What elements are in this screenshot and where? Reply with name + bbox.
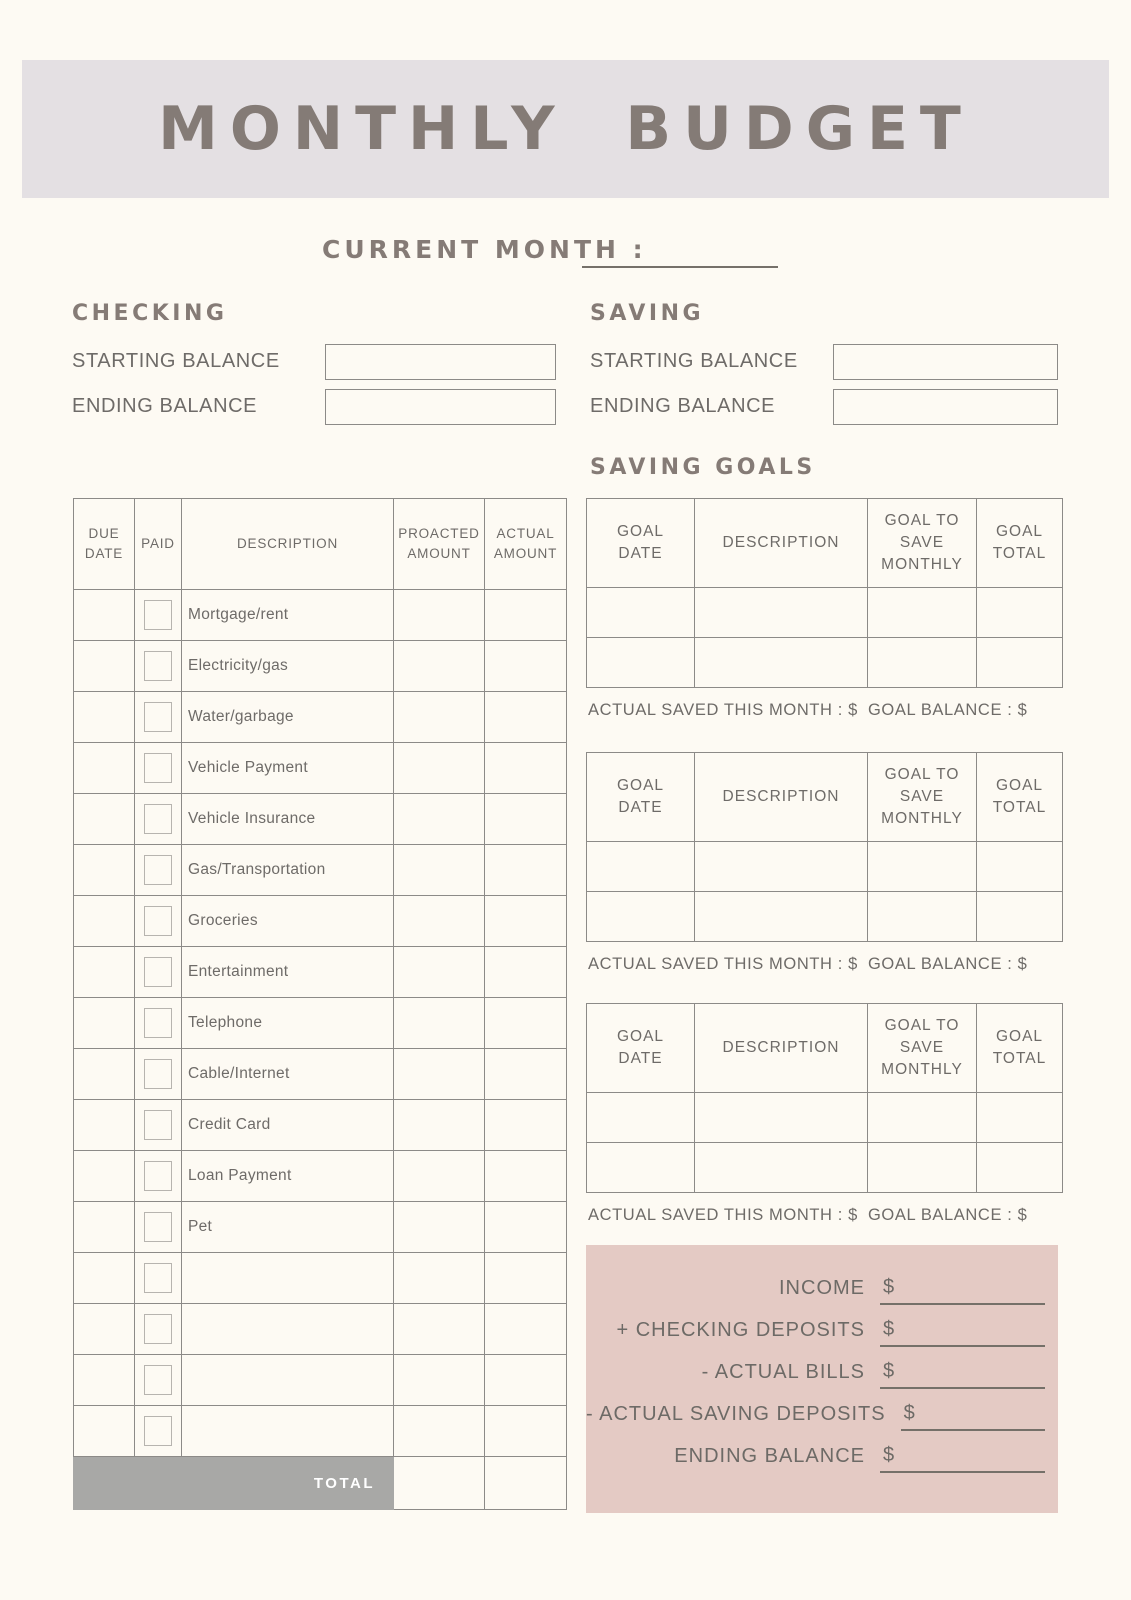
due-date-cell[interactable] [74,743,135,794]
currency-prefix: $ [903,1402,915,1424]
goal-col-header-goal-total [977,753,1063,842]
goal-balance-label: GOAL BALANCE : $ [868,701,1028,719]
proacted-amount-cell[interactable] [394,692,485,743]
saving-goal-table [586,498,1063,688]
goal-description-cell[interactable] [695,892,868,942]
goal-col-header-text: GOAL TO SAVE MONTHLY [881,1017,963,1078]
description-label: Groceries [182,896,394,947]
actual-amount-cell[interactable] [485,743,567,794]
due-date-cell[interactable] [74,896,135,947]
due-date-cell[interactable] [74,794,135,845]
paid-cell [135,845,182,896]
due-date-cell[interactable] [74,1304,135,1355]
saving-ending-balance-field[interactable] [833,389,1058,425]
goal-header-row [587,753,1063,842]
expense-row [74,1151,567,1202]
goal-header-row [587,1004,1063,1093]
goal-balance-label: GOAL BALANCE : $ [868,955,1028,973]
due-date-cell[interactable] [74,590,135,641]
saving-goal-block [586,752,1062,975]
summary-row-ending-balance [586,1431,1058,1473]
saving-goal-table [586,1003,1063,1193]
expenses-table [73,498,567,1510]
currency-prefix: $ [883,1276,895,1298]
actual-amount-cell[interactable] [485,1355,567,1406]
goal-col-header-goal-total [977,499,1063,588]
paid-cell [135,1253,182,1304]
description-label: Water/garbage [182,692,394,743]
expense-row [74,641,567,692]
current-month-label: CURRENT MONTH : [322,235,647,264]
summary-value-field[interactable] [901,1397,1045,1431]
description-cell[interactable] [182,1355,394,1406]
paid-cell [135,896,182,947]
goal-row [587,842,1063,892]
description-label: Vehicle Payment [182,743,394,794]
checking-ending-balance-label: ENDING BALANCE [72,395,258,417]
summary-value-field[interactable] [880,1313,1045,1347]
summary-label: ENDING BALANCE [674,1445,865,1467]
proacted-amount-cell[interactable] [394,1406,485,1457]
paid-checkbox[interactable] [144,855,172,885]
paid-checkbox[interactable] [144,1059,172,1089]
paid-cell [135,743,182,794]
paid-checkbox[interactable] [144,1110,172,1140]
expense-row [74,692,567,743]
paid-checkbox[interactable] [144,600,172,630]
goal-col-header-description [695,499,868,588]
paid-cell [135,1151,182,1202]
due-date-cell[interactable] [74,1100,135,1151]
checking-starting-balance-field[interactable] [325,344,556,380]
paid-cell [135,1355,182,1406]
proacted-amount-cell[interactable] [394,1151,485,1202]
paid-checkbox[interactable] [144,1008,172,1038]
proacted-amount-cell[interactable] [394,1355,485,1406]
paid-cell [135,794,182,845]
paid-cell [135,1049,182,1100]
summary-label: + CHECKING DEPOSITS [616,1319,865,1341]
goal-col-header-text: DESCRIPTION [722,1039,840,1057]
actual-amount-cell[interactable] [485,1049,567,1100]
actual-saved-this-month-label: ACTUAL SAVED THIS MONTH : $ [588,1206,858,1224]
goal-to-save-monthly-cell[interactable] [868,638,977,688]
paid-checkbox[interactable] [144,1365,172,1395]
actual-amount-cell[interactable] [485,896,567,947]
expense-row [74,1253,567,1304]
due-date-cell[interactable] [74,998,135,1049]
description-label: Mortgage/rent [182,590,394,641]
due-date-cell[interactable] [74,1253,135,1304]
goal-col-header-text: GOAL TOTAL [992,1028,1047,1067]
summary-value-field[interactable] [880,1271,1045,1305]
saving-starting-balance-field[interactable] [833,344,1058,380]
goal-col-header-text: GOAL DATE [616,523,665,562]
expense-col-header-description: DESCRIPTION [182,499,394,590]
goal-to-save-monthly-cell[interactable] [868,1093,977,1143]
currency-prefix: $ [883,1360,895,1382]
goal-caption [586,955,1062,975]
expense-col-header-proacted-amount: PROACTED AMOUNT [394,499,485,590]
goal-to-save-monthly-cell[interactable] [868,892,977,942]
total-label: TOTAL [74,1457,394,1510]
summary-row-actual-bills [586,1347,1058,1389]
expense-row [74,1202,567,1253]
paid-checkbox[interactable] [144,1212,172,1242]
due-date-cell[interactable] [74,692,135,743]
goal-date-cell[interactable] [587,1143,695,1193]
goal-col-header-goal-date [587,1004,695,1093]
goal-col-header-goal-to-save-monthly [868,1004,977,1093]
paid-checkbox[interactable] [144,1263,172,1293]
goal-col-header-goal-to-save-monthly [868,499,977,588]
paid-checkbox[interactable] [144,957,172,987]
goal-caption [586,1206,1062,1226]
expense-row [74,1406,567,1457]
description-label: Vehicle Insurance [182,794,394,845]
goal-col-header-description [695,1004,868,1093]
description-cell[interactable] [182,1304,394,1355]
goal-col-header-text: DESCRIPTION [722,788,840,806]
goal-description-cell[interactable] [695,1143,868,1193]
goal-date-cell[interactable] [587,1093,695,1143]
due-date-cell[interactable] [74,1355,135,1406]
goal-description-cell[interactable] [695,588,868,638]
goal-row [587,638,1063,688]
paid-cell [135,947,182,998]
expense-col-header-actual-amount: ACTUAL AMOUNT [485,499,567,590]
goal-description-cell[interactable] [695,842,868,892]
goal-row [587,892,1063,942]
due-date-cell[interactable] [74,1049,135,1100]
saving-heading: SAVING [590,301,705,326]
expense-row [74,947,567,998]
goal-date-cell[interactable] [587,588,695,638]
goal-col-header-goal-date [587,499,695,588]
paid-checkbox[interactable] [144,1314,172,1344]
actual-amount-cell[interactable] [485,590,567,641]
expense-row [74,998,567,1049]
page-title: MONTHLY BUDGET [158,94,973,164]
goal-col-header-text: DESCRIPTION [722,534,840,552]
saving-goals-heading: SAVING GOALS [590,455,816,480]
total-proacted-cell[interactable] [394,1457,485,1510]
actual-saved-this-month-label: ACTUAL SAVED THIS MONTH : $ [588,701,858,719]
paid-cell [135,1100,182,1151]
proacted-amount-cell[interactable] [394,1202,485,1253]
goal-total-cell[interactable] [977,1093,1063,1143]
paid-cell [135,1406,182,1457]
checking-starting-balance-label: STARTING BALANCE [72,350,280,372]
due-date-cell[interactable] [74,1406,135,1457]
summary-box [586,1245,1058,1513]
goal-col-header-goal-to-save-monthly [868,753,977,842]
description-label: Electricity/gas [182,641,394,692]
expense-row [74,794,567,845]
goal-total-cell[interactable] [977,842,1063,892]
actual-amount-cell[interactable] [485,794,567,845]
header-band [22,60,1109,198]
expenses-header-row [74,499,567,590]
paid-cell [135,692,182,743]
actual-amount-cell[interactable] [485,1253,567,1304]
expense-row [74,1100,567,1151]
paid-checkbox[interactable] [144,1161,172,1191]
goal-col-header-text: GOAL TO SAVE MONTHLY [881,512,963,573]
summary-label: - ACTUAL SAVING DEPOSITS [586,1403,886,1425]
description-label: Entertainment [182,947,394,998]
paid-checkbox[interactable] [144,1416,172,1446]
description-label: Gas/Transportation [182,845,394,896]
actual-amount-cell[interactable] [485,947,567,998]
goal-row [587,1093,1063,1143]
goal-balance-label: GOAL BALANCE : $ [868,1206,1028,1224]
proacted-amount-cell[interactable] [394,998,485,1049]
goal-description-cell[interactable] [695,1093,868,1143]
expense-row [74,1049,567,1100]
due-date-cell[interactable] [74,1202,135,1253]
goal-to-save-monthly-cell[interactable] [868,842,977,892]
expense-row [74,1304,567,1355]
currency-prefix: $ [883,1318,895,1340]
goal-col-header-text: GOAL TOTAL [992,777,1047,816]
goal-col-header-text: GOAL DATE [616,777,665,816]
actual-amount-cell[interactable] [485,1151,567,1202]
goal-col-header-text: GOAL TO SAVE MONTHLY [881,766,963,827]
goal-total-cell[interactable] [977,588,1063,638]
expense-row [74,743,567,794]
goal-header-row [587,499,1063,588]
goal-total-cell[interactable] [977,638,1063,688]
summary-row-checking-deposits [586,1305,1058,1347]
actual-amount-cell[interactable] [485,1202,567,1253]
paid-cell [135,590,182,641]
due-date-cell[interactable] [74,947,135,998]
paid-cell [135,1202,182,1253]
goal-date-cell[interactable] [587,892,695,942]
expense-col-header-paid: PAID [135,499,182,590]
description-cell[interactable] [182,1406,394,1457]
actual-amount-cell[interactable] [485,692,567,743]
goal-row [587,588,1063,638]
proacted-amount-cell[interactable] [394,845,485,896]
goal-row [587,1143,1063,1193]
proacted-amount-cell[interactable] [394,896,485,947]
expense-row [74,845,567,896]
goal-col-header-text: GOAL DATE [616,1028,665,1067]
goal-col-header-description [695,753,868,842]
paid-cell [135,1304,182,1355]
saving-goal-block [586,1003,1062,1226]
paid-checkbox[interactable] [144,753,172,783]
goal-to-save-monthly-cell[interactable] [868,588,977,638]
goal-col-header-text: GOAL TOTAL [992,523,1047,562]
goal-total-cell[interactable] [977,1143,1063,1193]
actual-amount-cell[interactable] [485,1304,567,1355]
description-label: Credit Card [182,1100,394,1151]
summary-row-income [586,1263,1058,1305]
actual-amount-cell[interactable] [485,641,567,692]
proacted-amount-cell[interactable] [394,590,485,641]
description-cell[interactable] [182,1253,394,1304]
goal-caption [586,701,1062,721]
currency-prefix: $ [883,1444,895,1466]
proacted-amount-cell[interactable] [394,1304,485,1355]
expense-row [74,896,567,947]
due-date-cell[interactable] [74,1151,135,1202]
paid-checkbox[interactable] [144,702,172,732]
goal-description-cell[interactable] [695,638,868,688]
goal-to-save-monthly-cell[interactable] [868,1143,977,1193]
actual-saved-this-month-label: ACTUAL SAVED THIS MONTH : $ [588,955,858,973]
summary-value-field[interactable] [880,1439,1045,1473]
goal-date-cell[interactable] [587,638,695,688]
total-actual-cell[interactable] [485,1457,567,1510]
checking-heading: CHECKING [72,301,228,326]
paid-checkbox[interactable] [144,651,172,681]
paid-checkbox[interactable] [144,906,172,936]
actual-amount-cell[interactable] [485,998,567,1049]
goal-col-header-goal-date [587,753,695,842]
goal-total-cell[interactable] [977,892,1063,942]
expense-row [74,590,567,641]
proacted-amount-cell[interactable] [394,794,485,845]
current-month-field[interactable] [582,266,778,268]
paid-cell [135,998,182,1049]
saving-goal-block [586,498,1062,721]
paid-checkbox[interactable] [144,804,172,834]
due-date-cell[interactable] [74,641,135,692]
saving-goal-table [586,752,1063,942]
proacted-amount-cell[interactable] [394,947,485,998]
proacted-amount-cell[interactable] [394,1253,485,1304]
goal-col-header-goal-total [977,1004,1063,1093]
actual-amount-cell[interactable] [485,1406,567,1457]
actual-amount-cell[interactable] [485,1100,567,1151]
paid-cell [135,641,182,692]
saving-ending-balance-label: ENDING BALANCE [590,395,776,417]
summary-value-field[interactable] [880,1355,1045,1389]
expense-total-row [74,1457,567,1510]
proacted-amount-cell[interactable] [394,743,485,794]
summary-row-actual-saving-deposits [586,1389,1058,1431]
description-label: Loan Payment [182,1151,394,1202]
actual-amount-cell[interactable] [485,845,567,896]
description-label: Pet [182,1202,394,1253]
description-label: Cable/Internet [182,1049,394,1100]
expense-row [74,1355,567,1406]
summary-label: - ACTUAL BILLS [701,1361,865,1383]
due-date-cell[interactable] [74,845,135,896]
checking-ending-balance-field[interactable] [325,389,556,425]
saving-starting-balance-label: STARTING BALANCE [590,350,798,372]
proacted-amount-cell[interactable] [394,1100,485,1151]
expense-col-header-due-date: DUE DATE [74,499,135,590]
summary-label: INCOME [779,1277,865,1299]
goal-date-cell[interactable] [587,842,695,892]
proacted-amount-cell[interactable] [394,641,485,692]
proacted-amount-cell[interactable] [394,1049,485,1100]
description-label: Telephone [182,998,394,1049]
